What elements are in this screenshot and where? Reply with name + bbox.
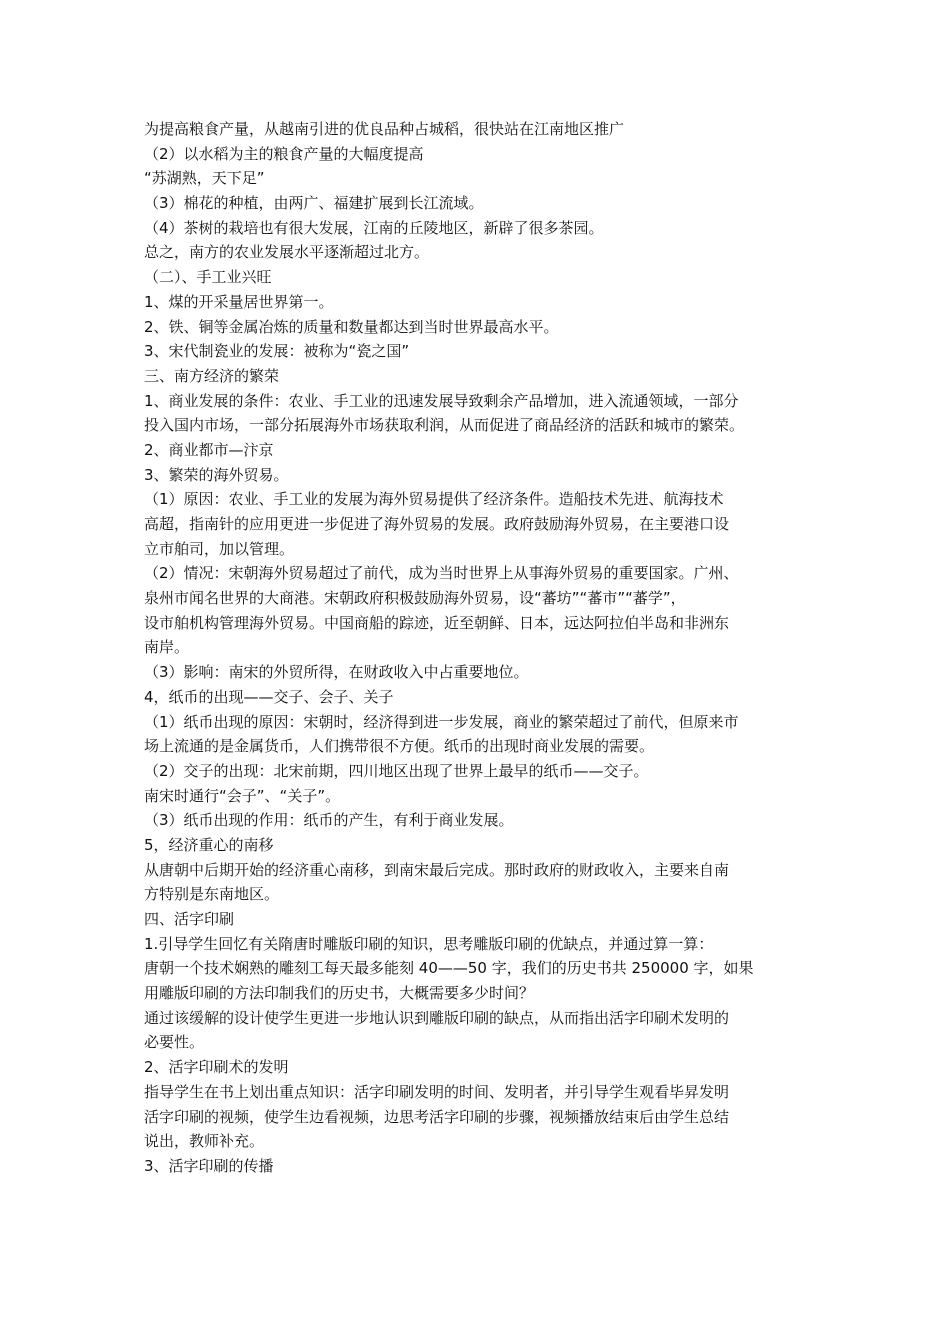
- document-body: [144, 117, 824, 1179]
- text-line: 通过该缓解的设计使学生更进一步地认识到雕版印刷的缺点，从而指出活字印刷术发明的: [144, 1008, 730, 1027]
- text-line: 3、繁荣的海外贸易。: [144, 465, 289, 484]
- text-line: 场上流通的是金属货币，人们携带很不方便。纸币的出现时商业发展的需要。: [144, 737, 655, 756]
- text-line: 活字印刷的视频，使学生边看视频，边思考活字印刷的步骤，视频播放结束后由学生总结: [144, 1107, 730, 1126]
- text-line: （3）影响：南宋的外贸所得，在财政收入中占重要地位。: [144, 663, 529, 682]
- text-line: 高超，指南针的应用更进一步促进了海外贸易的发展。政府鼓励海外贸易，在主要港口设: [144, 515, 730, 533]
- text-line: 为提高粮食产量，从越南引进的优良品种占城稻，很快站在江南地区推广: [144, 120, 625, 138]
- text-line: （2）以水稻为主的粮食产量的大幅度提高: [144, 144, 424, 163]
- text-line: 4，纸币的出现——交子、会子、关子: [144, 687, 394, 706]
- text-line: 2、铁、铜等金属冶炼的质量和数量都达到当时世界最高水平。: [144, 317, 559, 336]
- text-line: 总之，南方的农业发展水平逐渐超过北方。: [144, 243, 430, 262]
- text-line: （3）纸币出现的作用：纸币的产生，有利于商业发展。: [144, 811, 514, 830]
- text-line: （2）交子的出现：北宋前期，四川地区出现了世界上最早的纸币——交子。: [144, 761, 649, 780]
- text-line: （4）茶树的栽培也有很大发展，江南的丘陵地区，新辟了很多茶园。: [144, 218, 604, 237]
- section-heading: 四、活字印刷: [144, 910, 235, 928]
- section-heading: 三、南方经济的繁荣: [144, 366, 280, 385]
- text-line: （2）情况：宋朝海外贸易超过了前代，成为当时世界上从事海外贸易的重要国家。广州、: [144, 564, 739, 583]
- text-line: （1）原因：农业、手工业的发展为海外贸易提供了经济条件。造船技术先进、航海技术: [144, 490, 724, 509]
- text-line: 1.引导学生回忆有关隋唐时雕版印刷的知识，思考雕版印刷的优缺点，并通过算一算：: [144, 934, 714, 953]
- text-line: “苏湖熟，天下足”: [144, 169, 265, 188]
- text-line: 唐朝一个技术娴熟的雕刻工每天最多能刻 40——50 字，我们的历史书共 250000 字，如果: [144, 959, 754, 978]
- text-line: 1、煤的开采量居世界第一。: [144, 292, 334, 311]
- text-line: 3、活字印刷的传播: [144, 1156, 274, 1175]
- text-line: 3、宋代制瓷业的发展：被称为“瓷之国”: [144, 342, 410, 361]
- text-line: 泉州市闻名世界的大商港。宋朝政府积极鼓励海外贸易，设“蕃坊”“蕃市”“蕃学”，: [144, 589, 686, 608]
- text-line: 指导学生在书上划出重点知识：活字印刷发明的时间、发明者，并引导学生观看毕昇发明: [144, 1082, 730, 1101]
- text-line: 投入国内市场，一部分拓展海外市场获取利润，从而促进了商品经济的活跃和城市的繁荣。: [144, 416, 745, 435]
- text-line: 立市舶司，加以管理。: [144, 539, 295, 558]
- text-line: 设市舶机构管理海外贸易。中国商船的踪迹，近至朝鲜、日本，远达阿拉伯半岛和非洲东: [144, 613, 730, 632]
- text-line: 南宋时通行“会子”、“关子”。: [144, 786, 341, 805]
- text-line: （3）棉花的种植，由两广、福建扩展到长江流域。: [144, 194, 484, 213]
- section-heading: （二）、手工业兴旺: [144, 268, 272, 287]
- text-line: （1）纸币出现的原因：宋朝时，经济得到进一步发展，商业的繁荣超过了前代，但原来市: [144, 712, 739, 731]
- text-line: 5，经济重心的南移: [144, 835, 274, 854]
- text-line: 方特别是东南地区。: [144, 885, 280, 904]
- text-line: 南岸。: [144, 638, 190, 657]
- text-line: 从唐朝中后期开始的经济重心南移，到南宋最后完成。那时政府的财政收入，主要来自南: [144, 860, 730, 879]
- text-line: 2、商业都市—汴京: [144, 440, 274, 459]
- text-line: 2、活字印刷术的发明: [144, 1058, 289, 1077]
- text-line: 用雕版印刷的方法印制我们的历史书，大概需要多少时间？: [144, 984, 535, 1003]
- text-line: 必要性。: [144, 1033, 205, 1052]
- text-line: 说出，教师补充。: [144, 1132, 265, 1151]
- text-line: 1、商业发展的条件：农业、手工业的迅速发展导致剩余产品增加，进入流通领域，一部分: [144, 391, 739, 410]
